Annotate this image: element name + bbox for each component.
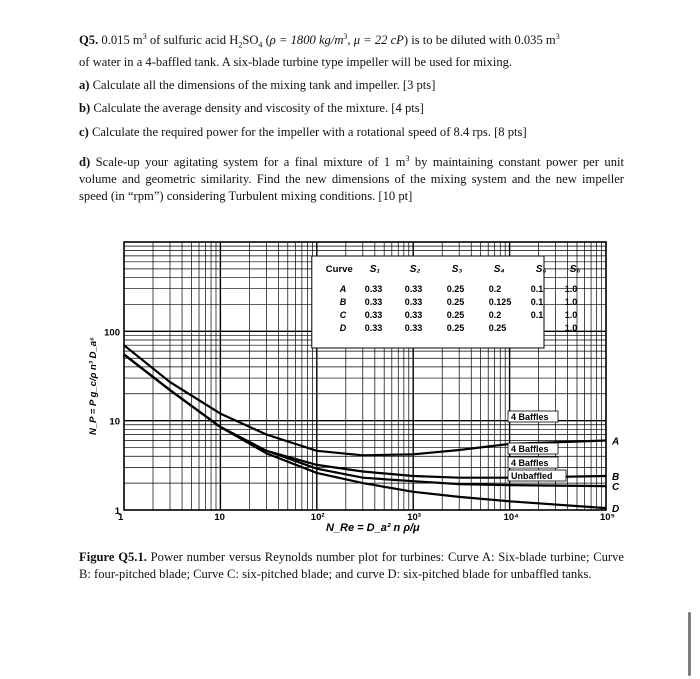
part-b-text: Calculate the average density and viscosity of the mixture. [4 pts] [90,101,424,116]
curve-a [124,345,606,455]
table-cell: 0.33 [364,297,383,307]
chart-svg [74,230,634,542]
table-cell: 0.33 [364,323,383,333]
table-cell: 0.33 [404,284,423,294]
caption-label: Figure Q5.1. [79,550,147,564]
table-header: S₅ [535,264,547,275]
table-cell: 1.0 [564,297,578,307]
table-cell: 0.33 [404,297,423,307]
table-cell: B [339,297,347,307]
power-number-chart [74,230,634,542]
table-cell: 0.33 [404,310,423,320]
part-b-label: b) [79,101,91,116]
table-cell: 0.25 [446,284,465,294]
table-cell: 1.0 [564,310,578,320]
table-cell: 0.1 [530,310,544,320]
x-tick-label: 10³ [407,512,421,523]
rho-value: ρ = 1800 kg/m [269,33,344,48]
sup-3a: 3 [142,32,147,41]
table-cell: 0.1 [530,297,544,307]
table-header: S₃ [451,264,463,275]
table-cell: 0.2 [488,310,502,320]
mu-value: μ = 22 cP [353,33,404,48]
y-tick-label: 10 [109,416,120,428]
intro-2: of sulfuric acid H [146,33,239,48]
table-cell: 0.33 [404,323,423,333]
caption-text: Power number versus Reynolds number plot for turbines: Curve A: Six-blade turbine; Curve B: four-pitched blade; Curve C: six-pitched blade; and curve D: six-pitched blade for unbaffled tanks. [79,550,625,582]
part-a [79,77,624,94]
part-d-label: d) [79,154,91,169]
curve-parameter-table [312,256,581,348]
table-cell: 0.33 [364,284,383,294]
question-number: Q5. [79,33,99,48]
problem-text [79,28,624,206]
intro-3: SO [242,33,259,48]
table-cell: 0.25 [446,323,465,333]
table-cell: 0.25 [446,297,465,307]
x-tick-label: 10² [310,512,325,523]
x-tick-label: 1 [118,512,124,523]
curve-label-c: 4 Baffles [511,458,549,468]
x-tick-label: 10⁵ [600,512,616,523]
table-cell: 0.25 [446,310,465,320]
curve-name-d: D [612,504,620,516]
part-c [79,124,624,141]
x-tick-label: 10⁴ [503,512,519,523]
curve-label-a: 4 Baffles [511,412,549,422]
y-axis-label: N_P = P g_c/ρ n³ D_a⁵ [88,337,99,435]
sub-4: 4 [258,40,263,50]
part-c-label: c) [79,124,89,139]
curves [124,345,620,515]
part-d-text-1: Scale-up your agitating system for a final mixture of 1 m [90,154,406,169]
x-axis-label: N_Re = D_a² n ρ/μ [326,522,420,534]
table-cell: 0.33 [364,310,383,320]
curve-name-b: B [612,472,620,484]
part-c-text: Calculate the required power for the impeller with a rotational speed of 8.4 rps. [8 pts] [88,124,527,139]
part-a-label: a) [79,78,90,93]
intro-5: , [347,33,354,48]
table-header: S₁ [369,264,381,275]
table-cell: 0.25 [488,323,507,333]
table-cell: 1.0 [564,284,578,294]
part-a-text: Calculate all the dimensions of the mixing tank and impeller. [3 pts] [89,78,436,93]
table-cell: C [339,310,347,320]
part-d [79,150,624,206]
intro-4: ( [262,33,270,48]
scrollbar-thumb[interactable] [688,612,691,676]
intro-6: ) is to be diluted with 0.035 m [403,33,556,48]
table-cell: 0.125 [488,297,512,307]
curve-name-a: A [612,436,620,448]
table-cell: A [339,284,347,294]
part-b [79,100,624,117]
sub-2: 2 [238,40,243,50]
table-header: S₂ [409,264,421,275]
sup-3c: 3 [555,32,560,41]
figure-caption [79,549,624,583]
curve-label-d: Unbaffled [511,471,553,481]
table-header: S₆ [569,264,581,275]
intro-7: of water in a 4-baffled tank. A six-blade turbine type impeller will be used for mixing. [79,54,513,69]
curve-name-c: C [612,482,620,494]
y-tick-label: 100 [104,327,120,339]
table-header: S₄ [493,264,505,275]
table-cell: 0.2 [488,284,502,294]
table-cell: 1.0 [564,323,578,333]
intro-1: 0.015 m [101,33,143,48]
sup-3b: 3 [343,32,348,41]
y-tick-label: 1 [114,506,120,517]
part-d-text-2: by maintaining constant power per unit volume and geometric similarity. Find the new dimensions of the mixing system and the new impeller speed (in “rpm”) considering Turbulent mixing conditions. [10 pt] [79,154,624,204]
sup-3d: 3 [405,153,410,163]
x-tick-label: 10 [214,512,225,523]
curve-label-b: 4 Baffles [511,444,549,454]
problem-intro [79,28,624,71]
table-cell: 0.1 [530,284,544,294]
table-header: Curve [325,264,353,275]
table-cell: D [339,323,347,333]
